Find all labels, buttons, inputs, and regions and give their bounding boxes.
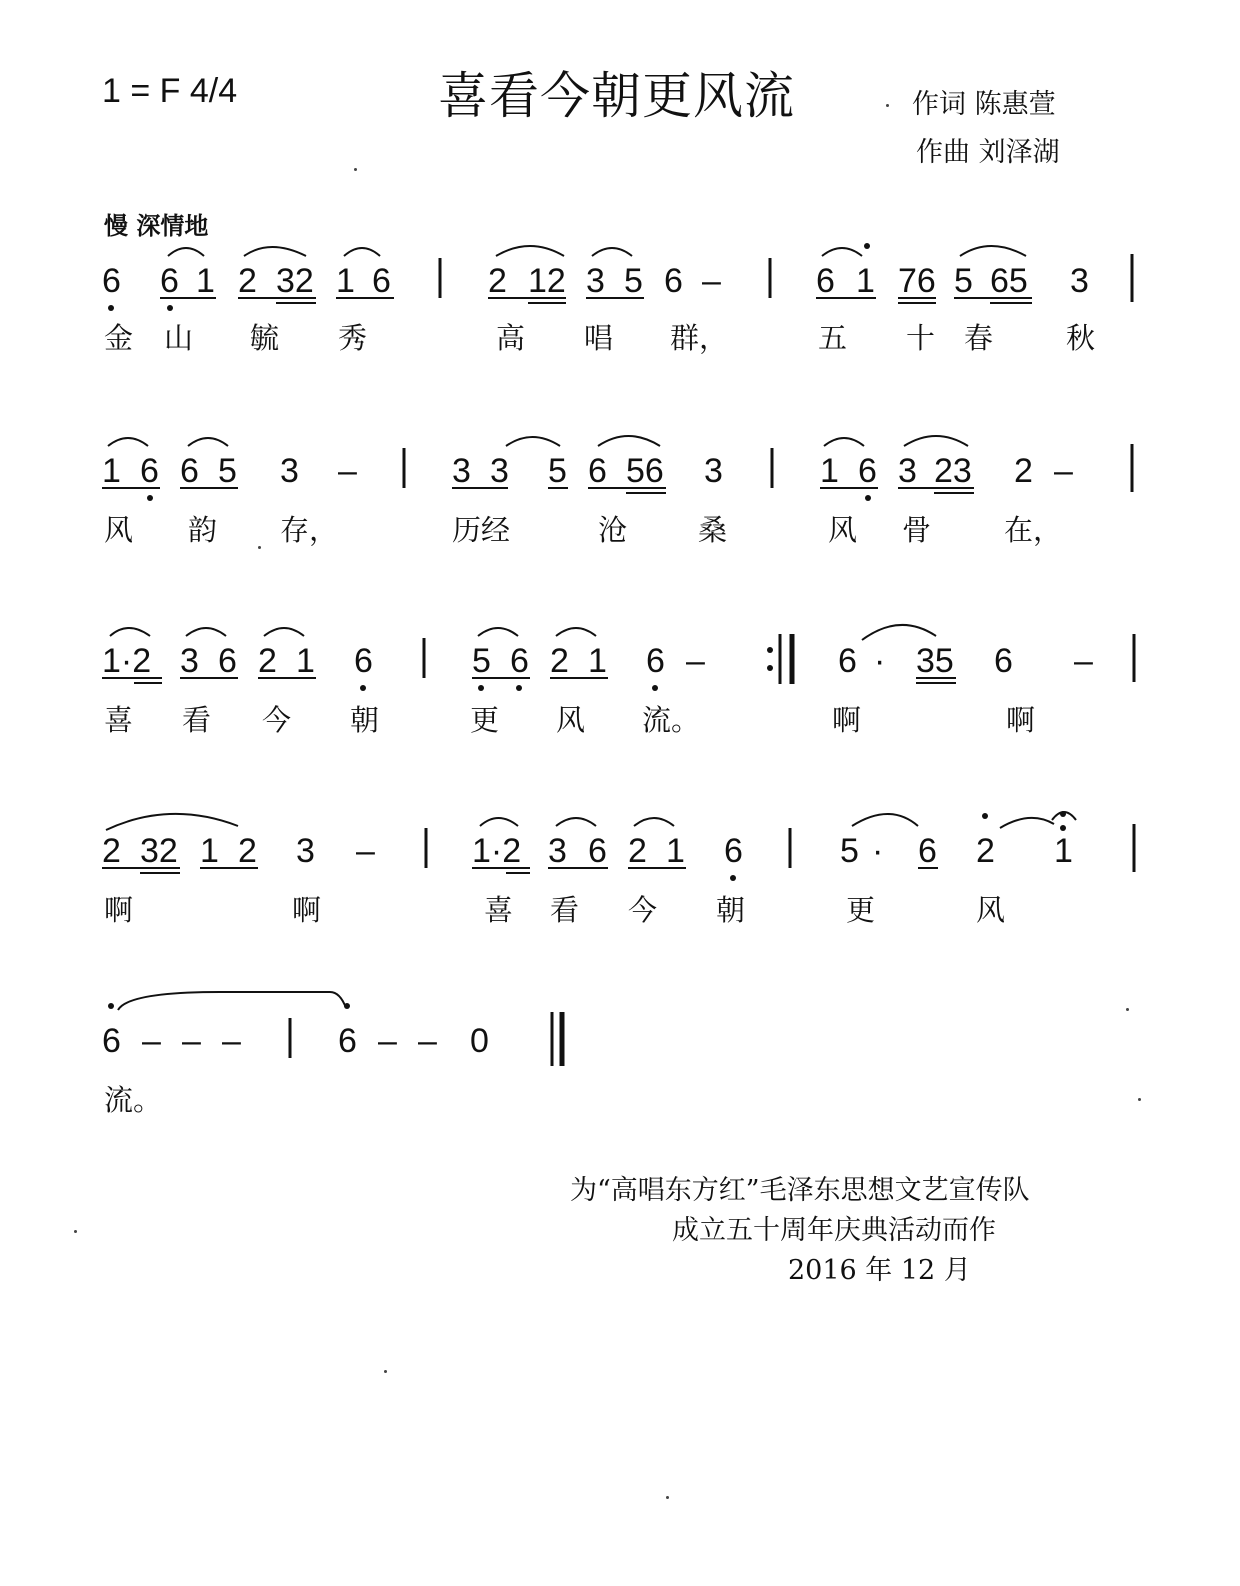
line-2-notes <box>102 452 1073 490</box>
note: · <box>872 832 884 870</box>
line-4-arcs <box>106 812 1076 830</box>
note: – <box>142 1022 161 1060</box>
note: 6 <box>180 452 199 490</box>
repeat-sign-dots <box>767 647 773 671</box>
note: 1 <box>102 452 121 490</box>
line-4-barlines <box>426 824 1134 872</box>
note: 3 <box>280 452 299 490</box>
line-1-notes <box>102 262 1089 300</box>
note: 2 <box>258 642 277 680</box>
note: 32 <box>140 832 178 870</box>
lyric-word: 桑 <box>698 513 728 547</box>
song-title: 喜看今朝更风流 <box>438 67 795 125</box>
lyric-word: 啊 <box>104 893 134 927</box>
notation-line-2-svg <box>0 426 1240 516</box>
note: 32 <box>276 262 314 300</box>
note: 5 <box>472 642 491 680</box>
note: 3 <box>490 452 509 490</box>
lyric-word: 五 <box>818 321 848 355</box>
line-2-underlines <box>102 488 974 493</box>
note: 5 <box>624 262 643 300</box>
lyric-word: 沧 <box>598 513 628 547</box>
note: 3 <box>704 452 723 490</box>
scan-speck <box>886 104 889 107</box>
note: 1 <box>588 642 607 680</box>
note: 76 <box>898 262 936 300</box>
dash: – <box>702 262 721 300</box>
line-3-notes <box>102 642 1093 680</box>
lyric-word: 喜 <box>484 893 514 927</box>
lyrics-line-4 <box>0 888 1240 928</box>
notation-line-4-svg <box>0 806 1240 896</box>
lyric-word: 啊 <box>292 893 322 927</box>
dedication-date: 2016 年 12 月 <box>788 1255 971 1286</box>
note: 5 <box>548 452 567 490</box>
note: 1 <box>336 262 355 300</box>
scan-speck <box>354 168 357 171</box>
dedication-line-1: 为“高唱东方红”毛泽东思想文艺宣传队 <box>570 1175 1030 1206</box>
note: 0 <box>470 1022 489 1060</box>
lyric-word: 啊 <box>1006 703 1036 737</box>
lyric-word: 金 <box>104 321 134 355</box>
line-3-underlines <box>102 678 956 683</box>
note: 6 <box>646 642 665 680</box>
lyrics-line-2 <box>0 508 1240 548</box>
line-2-dots <box>147 495 871 501</box>
lyric-word: 今 <box>262 703 292 737</box>
note: 2 <box>628 832 647 870</box>
note: 35 <box>916 642 954 680</box>
lyric-word: 风 <box>828 513 858 547</box>
lyric-word: 风 <box>104 513 134 547</box>
note: 2 <box>550 642 569 680</box>
note: 6 <box>664 262 683 300</box>
lyric-word: 更 <box>470 703 500 737</box>
lyricist-credit: 作词 陈惠萱 <box>912 89 1056 120</box>
note: 3 <box>586 262 605 300</box>
note: 1 <box>296 642 315 680</box>
lyric-word: 高 <box>496 321 526 355</box>
line-5-arcs <box>118 992 346 1010</box>
note: 2 <box>102 832 121 870</box>
note: 3 <box>548 832 567 870</box>
composer-credit: 作曲 刘泽湖 <box>916 137 1060 168</box>
note: 6 <box>724 832 743 870</box>
lyric-word: 今 <box>628 893 658 927</box>
lyric-word: 啊 <box>832 703 862 737</box>
scan-speck <box>384 1370 387 1373</box>
note: 1 <box>820 452 839 490</box>
lyric-word: 看 <box>182 703 212 737</box>
notation-line-5-svg <box>0 996 1240 1086</box>
scan-speck <box>1126 1008 1129 1011</box>
lyric-word: 流。 <box>104 1083 163 1117</box>
tempo-marking: 慢 深情地 <box>104 212 209 240</box>
line-1-underlines <box>160 298 1032 303</box>
lyrics-line-5 <box>0 1078 1240 1118</box>
lyric-word: 朝 <box>716 893 746 927</box>
note: – <box>1074 642 1093 680</box>
note: 6 <box>858 452 877 490</box>
lyric-word: 秀 <box>338 321 368 355</box>
lyric-word: 看 <box>550 893 580 927</box>
note: 5 <box>954 262 973 300</box>
lyrics-line-1 <box>0 316 1240 356</box>
line-4-notes <box>102 832 1073 870</box>
note: 6 <box>838 642 857 680</box>
note: 2 <box>238 832 257 870</box>
note: 23 <box>934 452 972 490</box>
note: 6 <box>588 832 607 870</box>
scan-speck <box>666 1496 669 1499</box>
note: 6 <box>102 262 121 300</box>
key-signature: 1 = F 4/4 <box>102 72 238 110</box>
note: 6 <box>588 452 607 490</box>
note: 65 <box>990 262 1028 300</box>
note: 1 <box>666 832 685 870</box>
line-1-arcs <box>168 246 1026 256</box>
note: 6 <box>816 262 835 300</box>
line-3-dots <box>360 685 658 691</box>
note: 3 <box>1070 262 1089 300</box>
note: 12 <box>528 262 566 300</box>
line-3-arcs <box>110 625 936 640</box>
lyric-word: 在， <box>1004 513 1063 547</box>
note: 1 <box>196 262 215 300</box>
note: 6 <box>102 1022 121 1060</box>
lyric-word: 骨 <box>902 513 932 547</box>
lyric-word: 更 <box>846 893 876 927</box>
note: 2 <box>976 832 995 870</box>
notation-line-1-svg <box>0 236 1240 326</box>
note: 2 <box>238 262 257 300</box>
lyric-word: 朝 <box>350 703 380 737</box>
lyric-word: 山 <box>164 321 194 355</box>
note: · <box>874 642 886 680</box>
note: 6 <box>160 262 179 300</box>
note: 2 <box>1014 452 1033 490</box>
note: 6 <box>354 642 373 680</box>
lyric-word: 群， <box>670 321 729 355</box>
note: 56 <box>626 452 664 490</box>
scan-speck <box>74 1230 77 1233</box>
line-5-notes <box>102 1022 489 1060</box>
note: – <box>338 452 357 490</box>
note: – <box>1054 452 1073 490</box>
scan-speck <box>258 546 261 549</box>
note: 1 <box>1054 832 1073 870</box>
line-5-dots <box>108 1003 350 1009</box>
line-4-underlines <box>102 868 938 873</box>
note: 3 <box>296 832 315 870</box>
lyric-word: 喜 <box>104 703 134 737</box>
lyric-word: 唱 <box>584 321 614 355</box>
note: 6 <box>338 1022 357 1060</box>
note: 6 <box>218 642 237 680</box>
note: 3 <box>452 452 471 490</box>
note: 5 <box>840 832 859 870</box>
lyric-word: 历经 <box>452 513 511 547</box>
lyric-word: 毓 <box>250 321 280 355</box>
scan-speck <box>1138 1098 1141 1101</box>
lyric-word: 春 <box>964 321 994 355</box>
lyric-word: 存， <box>280 513 339 547</box>
note: – <box>356 832 375 870</box>
lyric-word: 风 <box>556 703 586 737</box>
note: 1·2 <box>102 642 152 680</box>
note: 1·2 <box>472 832 522 870</box>
note: – <box>686 642 705 680</box>
lyric-word: 韵 <box>188 513 218 547</box>
note: 5 <box>218 452 237 490</box>
note: 6 <box>510 642 529 680</box>
note: 1 <box>856 262 875 300</box>
line-2-arcs <box>108 436 968 446</box>
note: 6 <box>918 832 937 870</box>
dedication-line-2: 成立五十周年庆典活动而作 <box>672 1215 996 1246</box>
note: 6 <box>372 262 391 300</box>
note: – <box>378 1022 397 1060</box>
note: 6 <box>140 452 159 490</box>
line-3-barlines <box>424 634 1134 684</box>
note: 6 <box>994 642 1013 680</box>
note: – <box>418 1022 437 1060</box>
note: – <box>222 1022 241 1060</box>
notation-line-3-svg <box>0 616 1240 706</box>
note: 3 <box>180 642 199 680</box>
lyric-word: 十 <box>906 321 936 355</box>
lyric-word: 风 <box>976 893 1006 927</box>
note: – <box>182 1022 201 1060</box>
lyrics-line-3 <box>0 698 1240 738</box>
lyric-word: 秋 <box>1066 321 1096 355</box>
note: 1 <box>200 832 219 870</box>
note: 3 <box>898 452 917 490</box>
note: 2 <box>488 262 507 300</box>
lyric-word: 流。 <box>642 703 701 737</box>
